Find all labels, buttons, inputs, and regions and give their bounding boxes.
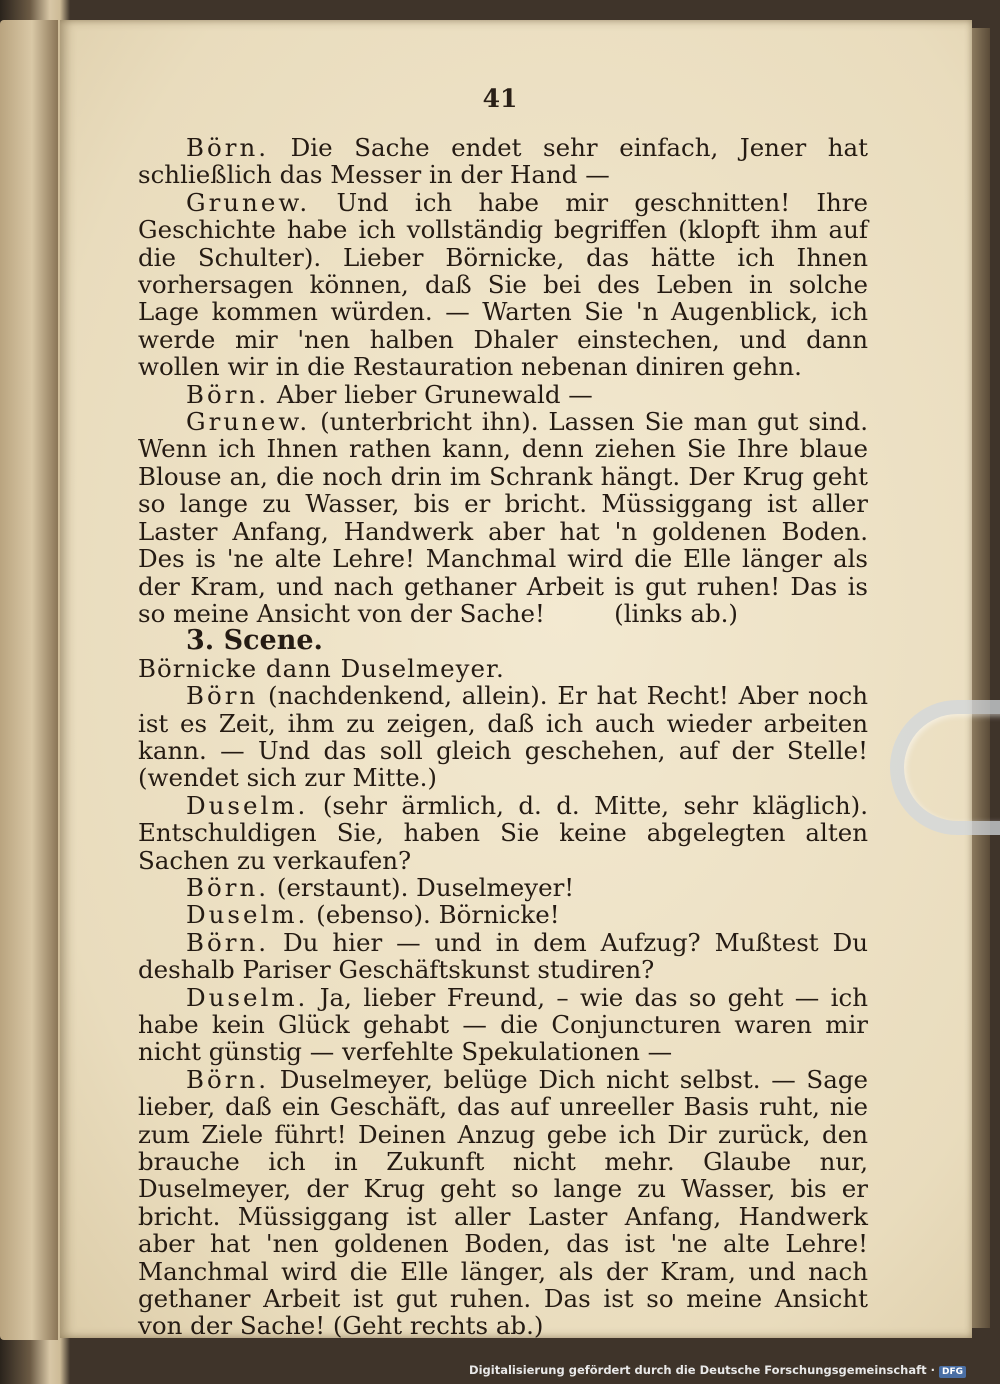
paragraph	[138, 984, 868, 1066]
paragraph	[138, 189, 868, 381]
page-text	[138, 134, 868, 1340]
speaker: Börn.	[186, 927, 270, 957]
speaker: Grunew.	[186, 187, 311, 217]
paragraph	[138, 408, 868, 627]
dialogue: Die Sache endet sehr einfach, Jener hat schließlich das Messer in der Hand —	[138, 133, 868, 190]
digitization-credit	[469, 1363, 966, 1378]
dialogue: Und ich habe mir geschnitten! Ihre Geschichte habe ich vollständig begriffen (klopft ihm auf die Schulter). Lieber Börnicke, das hätte ich Ihnen vorhersagen können, daß Sie bei des Leben in solche Lage kommen würden. — Warten Sie 'n Augenblick, ich werde mir 'nen halben Dhaler einstechen, und dann wollen wir in die Restauration nebenan diniren gehn.	[138, 187, 868, 382]
speaker: Börn.	[186, 379, 270, 409]
speaker: Börn	[186, 681, 259, 711]
dialogue: (ebenso). Börnicke!	[316, 900, 560, 930]
scene-subtitle: Börnicke dann Duselmeyer.	[138, 653, 505, 683]
dialogue: Du hier — und in dem Aufzug? Mußtest Du deshalb Pariser Geschäftskunst studiren?	[138, 927, 868, 985]
speaker: Börn.	[186, 1064, 270, 1094]
page-stack-edge	[972, 28, 990, 1328]
speaker: Börn.	[186, 872, 270, 902]
paragraph	[138, 134, 868, 189]
dfg-logo: DFG	[939, 1366, 966, 1378]
page-number: 41	[482, 84, 518, 113]
speaker: Duselm.	[186, 900, 309, 930]
stage-direction: (links ab.)	[614, 598, 738, 628]
paragraph	[138, 901, 868, 928]
dialogue: Aber lieber Grunewald —	[276, 379, 593, 409]
credit-text: Digitalisierung gefördert durch die Deutsche Forschungsgemeinschaft ·	[469, 1363, 935, 1377]
dialogue: (unterbricht ihn). Lassen Sie man gut sind. Wenn ich Ihnen rathen kann, denn ziehen Sie Ihre blaue Blouse an, die noch drin im Schrank hängt. Der Krug geht so lange zu Wasser, bis er bricht. Müssiggang ist aller Laster Anfang, Handwerk aber hat 'n goldenen Boden. Des is 'ne alte Lehre! Manchmal wird die Elle länger als der Kram, und nach gethaner Arbeit is gut ruhen! Das is so meine Ansicht von der Sache!	[138, 407, 868, 628]
paragraph	[138, 682, 868, 792]
paragraph	[138, 1066, 868, 1340]
speaker: Duselm.	[186, 982, 309, 1012]
dialogue: (sehr ärmlich, d. d. Mitte, sehr kläglich). Entschuldigen Sie, haben Sie keine abgelegten alten Sachen zu verkaufen?	[138, 790, 868, 875]
left-page-edge	[0, 20, 58, 1340]
dialogue: (nachdenkend, allein). Er hat Recht! Aber noch ist es Zeit, ihm zu zeigen, daß ich auch wieder arbeiten kann. — Und das soll gleich geschehen, auf der Stelle! (wendet sich zur Mitte.)	[138, 681, 868, 793]
paragraph	[138, 381, 868, 408]
speaker: Duselm.	[186, 790, 309, 820]
speaker: Börn.	[186, 133, 270, 162]
dialogue: Duselmeyer, belüge Dich nicht selbst. — Sage lieber, daß ein Geschäft, das auf unreeller Basis ruht, nie zum Ziele führt! Deinen Anzug gebe ich Dir zurück, den brauche ich in Zukunft nicht mehr. Glaube nur, Duselmeyer, der Krug geht so lange zu Wasser, bis er bricht. Müssiggang ist aller Laster Anfang, Handwerk aber hat 'nen goldenen Boden, das ist 'ne alte Lehre! Manchmal wird die Elle länger, als der Kram, und nach gethaner Arbeit ist gut ruhen. Das ist so meine Ansicht von der Sache! (Geht rechts ab.)	[138, 1064, 868, 1341]
paragraph	[138, 792, 868, 874]
paragraph	[138, 929, 868, 984]
speaker: Grunew.	[186, 407, 311, 437]
scene-title: 3. Scene.	[186, 625, 323, 657]
paragraph	[138, 874, 868, 901]
dialogue: Ja, lieber Freund, – wie das so geht — ich habe kein Glück gehabt — die Conjuncturen waren mir nicht günstig — verfehlte Spekulationen —	[138, 982, 868, 1067]
dialogue: (erstaunt). Duselmeyer!	[276, 872, 575, 902]
